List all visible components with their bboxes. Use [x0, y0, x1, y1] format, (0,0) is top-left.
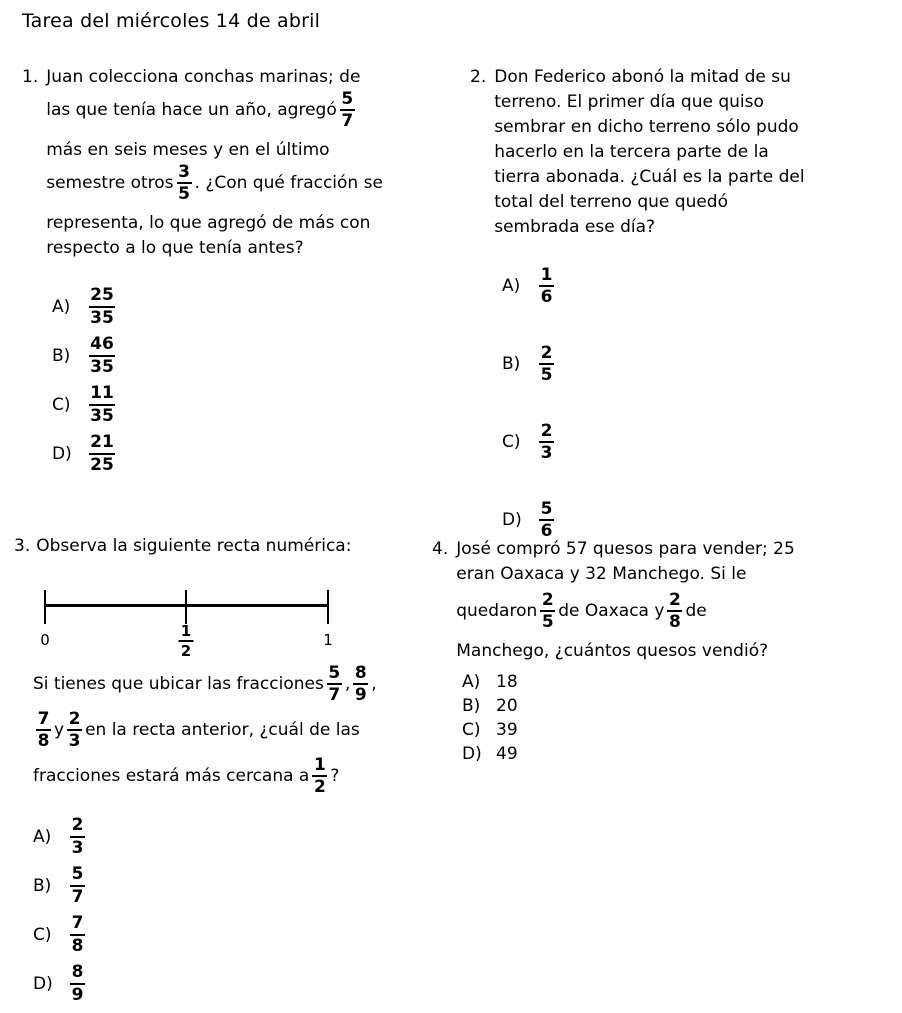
option-letter: D): [462, 744, 482, 764]
option-letter: A): [502, 276, 521, 296]
question-3-number: 3.: [14, 536, 31, 556]
option-letter: A): [462, 672, 481, 692]
inline-fraction-5-7: [327, 664, 342, 705]
question-3-line-2-sep-2: ,: [371, 674, 377, 694]
question-2-line-2: [494, 89, 870, 114]
question-1-line-5: [46, 210, 422, 235]
option-fraction: [89, 286, 115, 327]
question-3-line-2-sep-1: ,: [344, 674, 351, 694]
option-4-c[interactable]: [462, 718, 518, 742]
number-line-label-1: [323, 631, 333, 649]
question-1-line-6: [46, 235, 422, 260]
question-2-line-7-text: sembrada ese día?: [494, 216, 656, 237]
question-4-text: [456, 536, 882, 663]
question-3-line-3-text-b: en la recta anterior, ¿cuál de las: [85, 720, 360, 740]
question-1-options: [52, 282, 118, 478]
inline-fraction-3-5: [177, 163, 192, 204]
fraction-denominator: 7: [71, 886, 84, 907]
question-4-line-4: [456, 638, 882, 663]
question-4-line-3: [456, 590, 882, 632]
question-2-line-5: [494, 164, 870, 189]
question-2-line-1-text: Don Federico abonó la mitad de su: [494, 66, 791, 87]
fraction-numerator: 2: [541, 589, 554, 610]
option-fraction: [539, 344, 554, 385]
question-4-line-4-text: Manchego, ¿cuántos quesos vendió?: [456, 640, 769, 661]
option-letter: B): [52, 345, 71, 366]
fraction-numerator: 2: [540, 342, 553, 363]
fraction-numerator: 5: [341, 88, 354, 109]
fraction-numerator: 2: [68, 708, 81, 729]
inline-fraction-1-2: [312, 756, 327, 797]
question-4-line-2-text: eran Oaxaca y 32 Manchego. Si le: [456, 563, 747, 584]
inline-fraction-2-3: [67, 710, 82, 751]
option-fraction: [539, 422, 554, 463]
fraction-numerator: 21: [90, 432, 114, 453]
question-3: [14, 533, 424, 559]
question-3-options: [33, 812, 88, 1008]
question-2-line-3-text: sembrar en dicho terreno sólo pudo: [494, 116, 799, 137]
question-2-options: [502, 247, 557, 559]
number-line-label-0: [40, 631, 50, 649]
fraction-denominator: 6: [540, 287, 553, 307]
question-4-options: [462, 670, 518, 766]
option-fraction: [70, 865, 85, 906]
question-3-line-4-text-a: fracciones estará más cercana a: [33, 766, 310, 786]
question-2-line-4: [494, 139, 870, 164]
question-4-line-1-text: José compró 57 quesos para vender; 25: [456, 538, 795, 559]
question-3-line-4: [33, 755, 423, 797]
question-2-line-5-text: tierra abonada. ¿Cuál es la parte del: [494, 166, 805, 187]
option-fraction: [70, 816, 85, 857]
option-fraction: [539, 500, 554, 541]
fraction-denominator: 5: [178, 184, 190, 204]
question-4-number: 4.: [432, 539, 449, 559]
question-1-line-2: [46, 89, 422, 131]
question-1-line-4-text-b: . ¿Con qué fracción se: [194, 173, 383, 193]
option-1-b[interactable]: [52, 331, 118, 380]
question-2-number: 2.: [470, 67, 487, 87]
question-4: [432, 536, 882, 663]
fraction-numerator: 46: [90, 334, 114, 355]
option-letter: D): [502, 510, 522, 530]
option-value: 39: [496, 720, 518, 740]
question-3-line-3: [33, 709, 423, 751]
fraction-numerator: 11: [90, 383, 114, 404]
fraction-numerator: 5: [71, 864, 84, 885]
question-4-line-2: [456, 561, 882, 586]
option-letter: A): [33, 826, 52, 847]
question-1-text: [46, 64, 422, 260]
option-fraction: [89, 433, 115, 474]
fraction-denominator: 7: [341, 111, 354, 131]
fraction-denominator: 6: [540, 521, 553, 541]
question-3-line-4-text-b: ?: [330, 766, 340, 786]
question-1-line-6-text: respecto a lo que tenía antes?: [46, 237, 304, 258]
number-line-label-0-text: 0: [40, 631, 50, 649]
question-3-line-2-text-a: Si tienes que ubicar las fracciones: [33, 674, 324, 694]
option-value: 18: [496, 672, 518, 692]
option-2-c[interactable]: [502, 403, 557, 481]
fraction-denominator: 2: [313, 777, 326, 797]
fraction-denominator: 9: [354, 685, 367, 705]
fraction-numerator: 2: [669, 589, 681, 610]
option-letter: C): [33, 924, 52, 945]
option-fraction: [539, 266, 554, 307]
question-2-line-3: [494, 114, 870, 139]
question-1-line-2-text: las que tenía hace un año, agregó: [46, 100, 337, 120]
option-fraction: [89, 335, 115, 376]
option-letter: D): [52, 443, 72, 464]
inline-fraction-7-8: [36, 710, 51, 751]
question-2: [470, 64, 870, 239]
question-4-line-1: [456, 536, 882, 561]
inline-fraction-2-8: [667, 591, 682, 632]
option-letter: D): [33, 973, 53, 994]
question-1-line-4: [46, 162, 422, 204]
question-1-line-1: [46, 64, 422, 89]
question-3-line-3-text-a: y: [54, 720, 65, 740]
fraction-denominator: 3: [540, 443, 553, 463]
question-4-line-3-text-c: de: [685, 601, 707, 621]
option-1-d[interactable]: [52, 429, 118, 478]
option-3-a[interactable]: [33, 812, 88, 861]
number-line-tick-1: [327, 590, 329, 624]
fraction-denominator: 25: [90, 454, 114, 475]
option-letter: C): [52, 394, 71, 415]
question-3-line-1: [36, 533, 424, 558]
fraction-denominator: 35: [90, 356, 114, 377]
option-2-a[interactable]: [502, 247, 557, 325]
fraction-numerator: 25: [90, 285, 114, 306]
option-3-b[interactable]: [33, 861, 88, 910]
option-letter: C): [502, 432, 521, 452]
fraction-denominator: 2: [180, 642, 192, 661]
option-3-d[interactable]: [33, 959, 88, 1008]
number-line-label-1-text: 1: [323, 631, 333, 649]
fraction-denominator: 5: [540, 365, 553, 385]
question-2-line-7: [494, 214, 870, 239]
fraction-numerator: 3: [178, 161, 190, 182]
option-4-d[interactable]: [462, 742, 518, 766]
option-fraction: [70, 914, 85, 955]
question-2-text: [494, 64, 870, 239]
question-1-line-5-text: representa, lo que agregó de más con: [46, 212, 371, 233]
option-3-c[interactable]: [33, 910, 88, 959]
option-1-a[interactable]: [52, 282, 118, 331]
fraction-numerator: 5: [540, 498, 553, 519]
fraction-denominator: 35: [90, 405, 114, 426]
option-letter: A): [52, 296, 71, 317]
number-line-label-half: [176, 623, 197, 659]
option-2-b[interactable]: [502, 325, 557, 403]
question-1-line-3-text: más en seis meses y en el último: [46, 139, 330, 160]
number-line-tick-0: [44, 590, 46, 624]
question-2-line-2-text: terreno. El primer día que quiso: [494, 91, 764, 112]
fraction-numerator: 5: [328, 662, 341, 683]
fraction-denominator: 5: [541, 612, 554, 632]
question-1-line-4-text-a: semestre otros: [46, 173, 174, 193]
question-1-line-1-text: Juan colecciona conchas marinas; de: [46, 66, 361, 87]
question-2-line-4-text: hacerlo en la tercera parte de la: [494, 141, 769, 162]
question-3-line-1-text: Observa la siguiente recta numérica:: [36, 535, 352, 556]
question-4-line-3-text-a: quedaron: [456, 601, 538, 621]
inline-fraction-5-7: [340, 90, 355, 131]
option-letter: B): [33, 875, 52, 896]
question-1-line-3: [46, 137, 422, 162]
number-line: [30, 583, 350, 663]
number-line-tick-half: [185, 590, 187, 624]
fraction-denominator: 8: [71, 935, 84, 956]
option-4-b[interactable]: [462, 694, 518, 718]
fraction-numerator: 8: [354, 662, 367, 683]
fraction-numerator: 1: [540, 264, 553, 285]
option-letter: B): [462, 696, 481, 716]
fraction-numerator: 8: [71, 962, 84, 983]
fraction-denominator: 35: [90, 307, 114, 328]
question-2-line-6-text: total del terreno que quedó: [494, 191, 729, 212]
fraction-numerator: 7: [71, 913, 84, 934]
fraction-denominator: 9: [71, 984, 84, 1005]
fraction-numerator: 1: [313, 754, 326, 775]
option-value: 49: [496, 744, 518, 764]
question-2-line-6: [494, 189, 870, 214]
question-1: [22, 64, 422, 260]
question-1-number: 1.: [22, 67, 39, 87]
inline-fraction-8-9: [353, 664, 368, 705]
fraction-numerator: 2: [540, 420, 553, 441]
question-4-line-3-text-b: de Oaxaca y: [558, 601, 665, 621]
fraction-denominator: 8: [37, 731, 50, 751]
option-letter: C): [462, 720, 481, 740]
question-3-line-2: [33, 663, 423, 705]
inline-fraction-2-5: [540, 591, 555, 632]
question-3-body: [33, 663, 423, 797]
fraction-denominator: 3: [68, 731, 81, 751]
option-fraction: [70, 963, 85, 1004]
option-4-a[interactable]: [462, 670, 518, 694]
option-value: 20: [496, 696, 518, 716]
option-1-c[interactable]: [52, 380, 118, 429]
fraction-numerator: 1: [180, 622, 192, 640]
fraction-numerator: 7: [37, 708, 50, 729]
option-fraction: [89, 384, 115, 425]
fraction-denominator: 7: [328, 685, 341, 705]
question-2-line-1: [494, 64, 870, 89]
fraction-numerator: 2: [71, 815, 84, 836]
question-3-heading-text: [36, 533, 424, 558]
fraction-denominator: 8: [669, 612, 681, 632]
page-title: Tarea del miércoles 14 de abril: [22, 10, 321, 32]
number-line-fraction-1-2: [179, 623, 194, 659]
fraction-denominator: 3: [71, 837, 84, 858]
option-letter: B): [502, 354, 521, 374]
